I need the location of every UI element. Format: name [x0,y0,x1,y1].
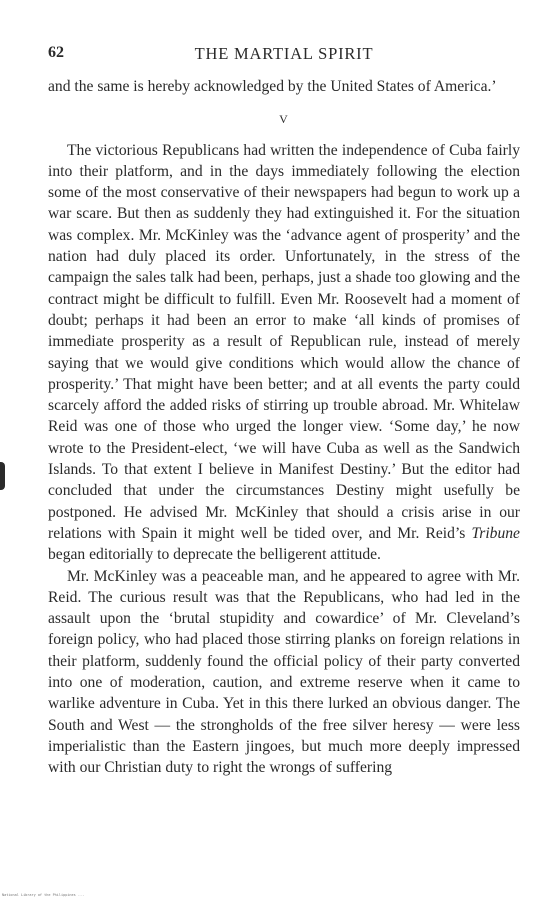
paragraph-1 [48,140,520,566]
paragraph-2: Mr. McKinley was a peaceable man, and he appeared to agree with Mr. Reid. The curious result was that the Republicans, who had led in the assault upon the ‘brutal stupidity and cowardice’ of Mr. Cleveland’s foreign policy, who had placed those stirring planks on foreign relations in their platform, suddenly found the official policy of their party converted into one of moderation, caution, and extreme reserve when it came to warlike adventure in Cuba. Yet in this there lurked an obvious danger. The South and West — the strongholds of the free silver heresy — were less imperialistic than the Eastern jingoes, but much more deeply impressed with our Christian duty to right the wrongs of suffering [48,567,520,777]
running-head: THE MARTIAL SPIRIT [194,44,374,63]
section-number: V [279,112,289,127]
journal-title: Tribune [471,524,520,542]
paragraph-1-end: began editorially to deprecate the belligerent attitude. [48,546,381,564]
body-text [48,76,520,779]
page-number: 62 [48,44,64,61]
margin-mark [0,462,5,490]
paragraph-continuation: and the same is hereby acknowledged by the United States of America.’ [48,78,497,95]
scan-footer: National Library of the Philippines ... [2,893,85,897]
page-header [48,44,520,68]
paragraph-1-text: The victorious Republicans had written the independence of Cuba fairly into their platform, and in the days immediately following the election some of the most conservative of their newspapers had begun to work up a war scare. But then as suddenly they had extinguished it. For the situation was complex. Mr. McKinley was the ‘advance agent of prosperity’ and the nation had duly placed its order. Unfortunately, in the stress of the campaign the sales talk had been, perhaps, just a shade too glowing and the contract might be difficult to fulfill. Even Mr. Roosevelt had a moment of doubt; perhaps it had been an error to make ‘all kinds of promises of immediate prosperity as a result of Republican rule, instead of merely saying that we would give conditions which would allow the chance of prosperity.’ That might have been better; and at all events the party could scarcely afford the added risks of stirring up trouble abroad. Mr. Whitelaw Reid was one of those who urged the longer view. ‘Some day,’ he now wrote to the President-elect, ‘we will have Cuba as well as the Sandwich Islands. To that extent I believe in Manifest Destiny.’ But the editor had concluded that under the circumstances Destiny might usefully be postponed. He advised Mr. McKinley that should a crisis arise in our relations with Spain it might well be tided over, and Mr. Reid’s [48,141,520,542]
